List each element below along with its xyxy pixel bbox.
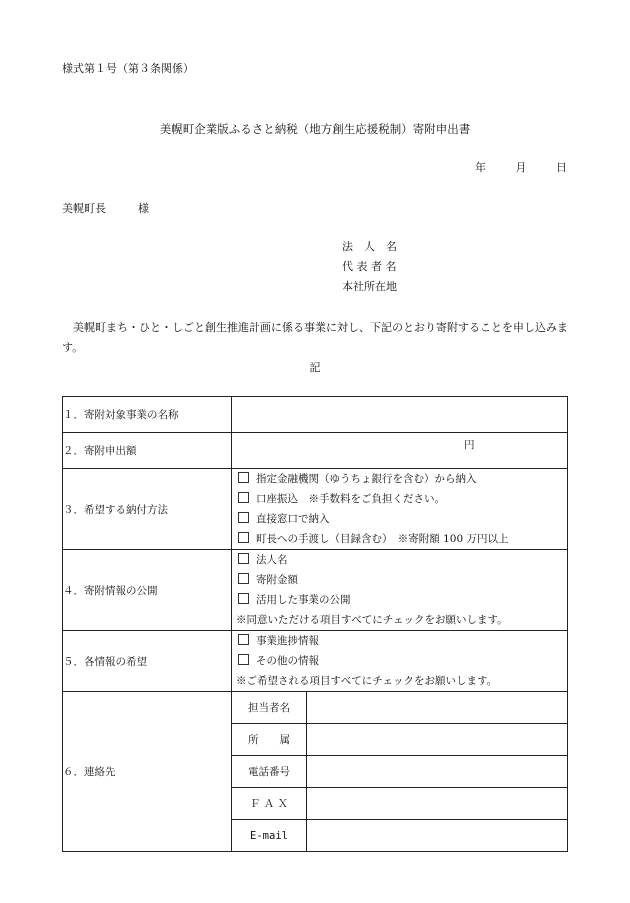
disclosure-note: ※同意いただける項目すべてにチェックをお願いします。 xyxy=(236,614,508,626)
email-label: E-mail xyxy=(232,820,307,852)
table-row xyxy=(232,788,567,820)
checkbox-icon[interactable] xyxy=(238,492,249,503)
checkbox-icon[interactable] xyxy=(238,553,249,564)
contact-cell xyxy=(232,692,568,852)
addressee xyxy=(62,200,149,216)
payment-option-handover[interactable]: 町長への手渡し（目録含む） ※寄附額 100 万円以上 xyxy=(232,529,567,549)
corporation-name-label: 法 人 名 xyxy=(342,240,397,253)
form-number: 様式第１号（第３条関係） xyxy=(62,62,194,75)
info-option-other[interactable]: その他の情報 xyxy=(232,651,567,671)
table-row xyxy=(232,756,567,788)
phone-field[interactable] xyxy=(307,756,568,788)
donation-amount-field[interactable] xyxy=(232,433,568,469)
corporation-block xyxy=(342,237,397,297)
table-row xyxy=(232,692,567,724)
ki-heading: 記 xyxy=(309,361,321,374)
representative-label: 代 表 者 名 xyxy=(342,260,397,273)
addressee-name: 美幌町長 xyxy=(62,202,106,215)
disclosure-option-project[interactable]: 活用した事業の公開 xyxy=(232,590,567,610)
addressee-honorific: 様 xyxy=(138,202,149,215)
table-row xyxy=(63,550,568,631)
date-month-label: 月 xyxy=(515,161,527,174)
contact-person-label: 担当者名 xyxy=(232,692,307,724)
info-request-note: ※ご希望される項目すべてにチェックをお願いします。 xyxy=(236,675,498,687)
table-row xyxy=(232,820,567,852)
document-title: 美幌町企業版ふるさと納税（地方創生応援税制）寄附申出書 xyxy=(159,122,471,136)
date-line xyxy=(475,159,567,175)
payment-option-transfer[interactable]: 口座振込 ※手数料をご負担ください。 xyxy=(232,489,567,509)
department-field[interactable] xyxy=(307,724,568,756)
application-statement: 美幌町まち・ひと・しごと創生推進計画に係る事業に対し、下記のとおり寄附することを申し込みます。 xyxy=(62,321,568,354)
info-option-progress[interactable]: 事業進捗情報 xyxy=(232,631,567,651)
date-year-label: 年 xyxy=(475,161,486,174)
disclosure-label: ４．寄附情報の公開 xyxy=(63,550,232,631)
application-table xyxy=(62,396,568,852)
checkbox-icon[interactable] xyxy=(238,532,249,543)
table-row xyxy=(63,397,568,433)
checkbox-icon[interactable] xyxy=(238,573,249,584)
checkbox-icon[interactable] xyxy=(238,472,249,483)
email-field[interactable] xyxy=(307,820,568,852)
project-name-label: １．寄附対象事業の名称 xyxy=(63,397,232,433)
contact-label: ６．連絡先 xyxy=(63,692,232,852)
fax-label: Ｆ Ａ Ｘ xyxy=(232,788,307,820)
table-row xyxy=(63,433,568,469)
table-row xyxy=(63,692,568,852)
payment-option-counter[interactable]: 直接窓口で納入 xyxy=(232,509,567,529)
table-row xyxy=(63,469,568,550)
info-request-options xyxy=(232,631,568,692)
donation-amount-label: ２．寄附申出額 xyxy=(63,433,232,469)
payment-method-label: ３．希望する納付方法 xyxy=(63,469,232,550)
head-office-label: 本社所在地 xyxy=(342,280,397,293)
checkbox-icon[interactable] xyxy=(238,654,249,665)
phone-label: 電話番号 xyxy=(232,756,307,788)
date-day-label: 日 xyxy=(556,161,567,174)
payment-option-bank[interactable]: 指定金融機関（ゆうちょ銀行を含む）から納入 xyxy=(232,469,567,489)
project-name-field[interactable] xyxy=(232,397,568,433)
table-row xyxy=(232,724,567,756)
checkbox-icon[interactable] xyxy=(238,512,249,523)
checkbox-icon[interactable] xyxy=(238,634,249,645)
contact-person-field[interactable] xyxy=(307,692,568,724)
disclosure-option-corp-name[interactable]: 法人名 xyxy=(232,550,567,570)
checkbox-icon[interactable] xyxy=(238,593,249,604)
payment-method-options xyxy=(232,469,568,550)
info-request-label: ５．各情報の希望 xyxy=(63,631,232,692)
table-row xyxy=(63,631,568,692)
department-label: 所 属 xyxy=(232,724,307,756)
disclosure-option-amount[interactable]: 寄附金額 xyxy=(232,570,567,590)
fax-field[interactable] xyxy=(307,788,568,820)
yen-unit: 円 xyxy=(464,439,475,451)
contact-table xyxy=(232,692,567,851)
disclosure-options xyxy=(232,550,568,631)
